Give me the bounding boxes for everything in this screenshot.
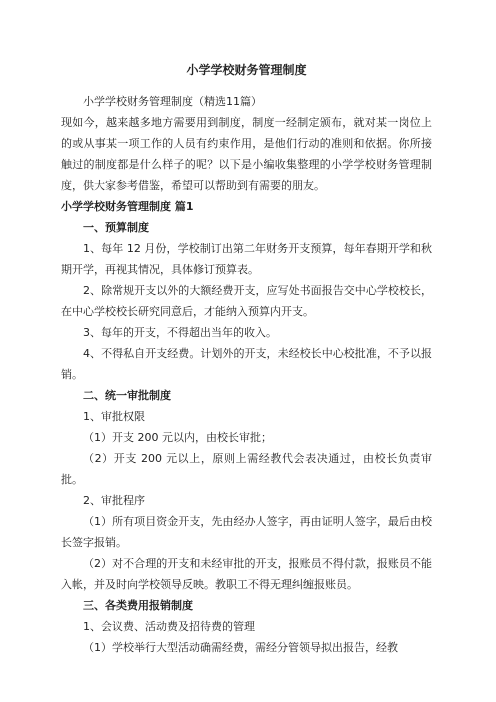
body-paragraph: 1、每年 12 月份，学校制订出第二年财务开支预算，每年春期开学和秋期开学，再视其情况，具体修订预算表。	[61, 242, 432, 276]
section-heading: 二、统一审批制度	[83, 389, 171, 402]
body-paragraph: 2、审批程序	[83, 494, 145, 507]
section-heading: 小学学校财务管理制度 篇1	[61, 200, 194, 213]
body-paragraph: 小学学校财务管理制度（精选11篇）	[83, 95, 262, 108]
section-heading: 三、各类费用报销制度	[83, 599, 193, 612]
document-title: 小学学校财务管理制度	[186, 63, 307, 77]
body-paragraph: （2）对不合理的开支和未经审批的开支，报账员不得付款，报账员不能入帐，并及时向学校领导反映。教职工不得无理纠缠报账员。	[61, 557, 432, 591]
body-paragraph: （1）所有项目资金开支，先由经办人签字，再由证明人签字，最后由校长签字报销。	[61, 515, 432, 549]
body-paragraph: 1、审批权限	[83, 410, 145, 423]
body-paragraph: 现如今，越来越多地方需要用到制度，制度一经制定颁布，就对某一岗位上的或从事某一项工作的人员有约束作用，是他们行动的准则和依据。你所接触过的制度都是什么样子的呢？以下是小编收集整理的小学学校财务管理制度，供大家参考借鉴，希望可以帮助到有需要的朋友。	[61, 116, 432, 192]
document-body	[61, 91, 432, 658]
body-paragraph: （1）开支 200 元以内，由校长审批；	[83, 431, 272, 444]
body-paragraph: 2、除常规开支以外的大额经费开支，应写处书面报告交中心学校校长，在中心学校校长研究同意后，才能纳入预算内开支。	[61, 284, 432, 318]
body-paragraph: 4、不得私自开支经费。计划外的开支，未经校长中心校批准，不予以报销。	[61, 347, 432, 381]
body-paragraph: （2）开支 200 元以上，原则上需经教代会表决通过，由校长负责审批。	[61, 452, 432, 486]
body-paragraph: 3、每年的开支，不得超出当年的收入。	[83, 326, 277, 339]
section-heading: 一、预算制度	[83, 221, 149, 234]
body-paragraph: （1）学校举行大型活动确需经费，需经分管领导拟出报告，经教	[83, 641, 398, 654]
body-paragraph: 1、会议费、活动费及招待费的管理	[83, 620, 255, 633]
